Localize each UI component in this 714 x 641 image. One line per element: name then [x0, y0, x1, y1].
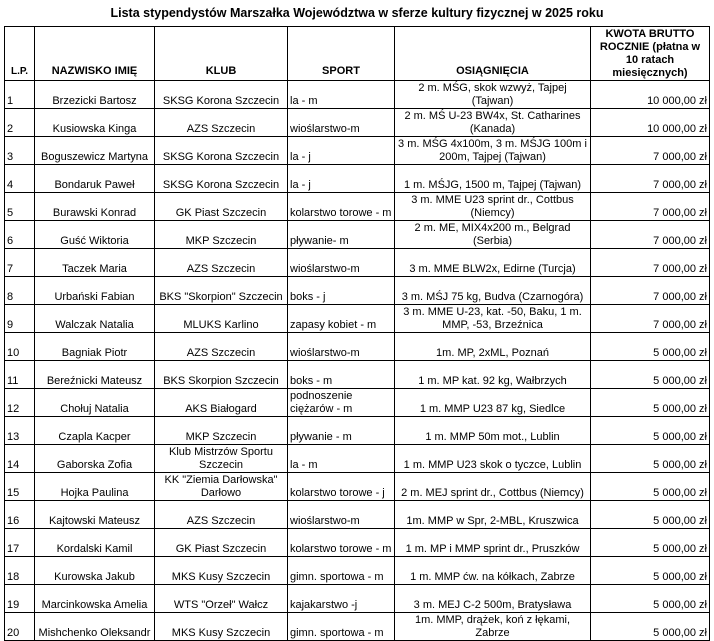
- cell-amount: 5 000,00 zł: [591, 473, 710, 501]
- cell-club: GK Piast Szczecin: [155, 529, 288, 557]
- cell-lp: 1: [5, 81, 35, 109]
- table-row: [5, 585, 710, 613]
- cell-sport: wioślarstwo-m: [288, 249, 395, 277]
- cell-name: Kusiowska Kinga: [35, 109, 155, 137]
- scholarship-table: [4, 26, 710, 641]
- table-row: [5, 361, 710, 389]
- cell-sport: wioślarstwo-m: [288, 333, 395, 361]
- cell-club: SKSG Korona Szczecin: [155, 165, 288, 193]
- cell-lp: 3: [5, 137, 35, 165]
- cell-sport: zapasy kobiet - m: [288, 305, 395, 333]
- cell-amount: 5 000,00 zł: [591, 333, 710, 361]
- cell-achievements: 1 m. MP i MMP sprint dr., Pruszków: [395, 529, 591, 557]
- cell-club: MLUKS Karlino: [155, 305, 288, 333]
- cell-achievements: 1 m. MMP U23 87 kg, Siedlce: [395, 389, 591, 417]
- cell-achievements: 2 m. MŚ U-23 BW4x, St. Catharines (Kanada): [395, 109, 591, 137]
- cell-achievements: 2 m. MEJ sprint dr., Cottbus (Niemcy): [395, 473, 591, 501]
- cell-name: Brzezicki Bartosz: [35, 81, 155, 109]
- cell-name: Bagniak Piotr: [35, 333, 155, 361]
- cell-amount: 10 000,00 zł: [591, 81, 710, 109]
- table-row: [5, 277, 710, 305]
- cell-sport: pływanie - m: [288, 417, 395, 445]
- cell-name: Walczak Natalia: [35, 305, 155, 333]
- cell-amount: 5 000,00 zł: [591, 613, 710, 641]
- cell-name: Urbański Fabian: [35, 277, 155, 305]
- table-row: [5, 389, 710, 417]
- cell-club: MKS Kusy Szczecin: [155, 557, 288, 585]
- cell-achievements: 1 m. MMP ćw. na kółkach, Zabrze: [395, 557, 591, 585]
- cell-sport: boks - j: [288, 277, 395, 305]
- cell-amount: 7 000,00 zł: [591, 165, 710, 193]
- cell-name: Guść Wiktoria: [35, 221, 155, 249]
- header-club: KLUB: [155, 27, 288, 81]
- table-row: [5, 137, 710, 165]
- cell-sport: kajakarstwo -j: [288, 585, 395, 613]
- header-achievements: OSIĄGNIĘCIA: [395, 27, 591, 81]
- cell-achievements: 2 m. MŚG, skok wzwyż, Tajpej (Tajwan): [395, 81, 591, 109]
- cell-lp: 11: [5, 361, 35, 389]
- cell-amount: 5 000,00 zł: [591, 585, 710, 613]
- cell-club: GK Piast Szczecin: [155, 193, 288, 221]
- cell-amount: 7 000,00 zł: [591, 249, 710, 277]
- cell-name: Chołuj Natalia: [35, 389, 155, 417]
- cell-achievements: 1m. MP, 2xML, Poznań: [395, 333, 591, 361]
- cell-club: MKS Kusy Szczecin: [155, 613, 288, 641]
- cell-lp: 4: [5, 165, 35, 193]
- table-row: [5, 193, 710, 221]
- header-amount: KWOTA BRUTTO ROCZNIE (płatna w 10 ratach miesięcznych): [591, 27, 710, 81]
- cell-name: Hojka Paulina: [35, 473, 155, 501]
- cell-amount: 7 000,00 zł: [591, 137, 710, 165]
- cell-achievements: 1 m. MŚJG, 1500 m, Tajpej (Tajwan): [395, 165, 591, 193]
- cell-lp: 6: [5, 221, 35, 249]
- cell-lp: 9: [5, 305, 35, 333]
- table-row: [5, 221, 710, 249]
- table-row: [5, 305, 710, 333]
- cell-club: SKSG Korona Szczecin: [155, 137, 288, 165]
- cell-club: MKP Szczecin: [155, 417, 288, 445]
- cell-achievements: 3 m. MEJ C-2 500m, Bratysława: [395, 585, 591, 613]
- cell-name: Burawski Konrad: [35, 193, 155, 221]
- header-lp: L.P.: [5, 27, 35, 81]
- cell-amount: 5 000,00 zł: [591, 557, 710, 585]
- header-name: NAZWISKO IMIĘ: [35, 27, 155, 81]
- cell-sport: kolarstwo torowe - m: [288, 193, 395, 221]
- page-title: Lista stypendystów Marszałka Województwa w sferze kultury fizycznej w 2025 roku: [110, 6, 604, 20]
- cell-lp: 12: [5, 389, 35, 417]
- table-row: [5, 249, 710, 277]
- cell-club: SKSG Korona Szczecin: [155, 81, 288, 109]
- cell-name: Kajtowski Mateusz: [35, 501, 155, 529]
- cell-amount: 5 000,00 zł: [591, 417, 710, 445]
- cell-club: KK "Ziemia Darłowska" Darłowo: [155, 473, 288, 501]
- cell-achievements: 3 m. MŚJ 75 kg, Budva (Czarnogóra): [395, 277, 591, 305]
- cell-sport: boks - m: [288, 361, 395, 389]
- cell-lp: 19: [5, 585, 35, 613]
- table-header-row: [5, 27, 710, 81]
- cell-lp: 13: [5, 417, 35, 445]
- cell-achievements: 1 m. MMP 50m mot., Lublin: [395, 417, 591, 445]
- cell-club: BKS Skorpion Szczecin: [155, 361, 288, 389]
- cell-lp: 10: [5, 333, 35, 361]
- cell-name: Taczek Maria: [35, 249, 155, 277]
- cell-club: Klub Mistrzów Sportu Szczecin: [155, 445, 288, 473]
- cell-name: Czapla Kacper: [35, 417, 155, 445]
- cell-amount: 5 000,00 zł: [591, 501, 710, 529]
- cell-name: Bereźnicki Mateusz: [35, 361, 155, 389]
- cell-name: Gaborska Zofia: [35, 445, 155, 473]
- cell-lp: 18: [5, 557, 35, 585]
- cell-club: AZS Szczecin: [155, 501, 288, 529]
- table-row: [5, 613, 710, 641]
- cell-achievements: 3 m. MME BLW2x, Edirne (Turcja): [395, 249, 591, 277]
- table-row: [5, 165, 710, 193]
- cell-sport: la - j: [288, 165, 395, 193]
- cell-club: AZS Szczecin: [155, 249, 288, 277]
- cell-amount: 7 000,00 zł: [591, 193, 710, 221]
- table-row: [5, 445, 710, 473]
- cell-lp: 15: [5, 473, 35, 501]
- table-row: [5, 473, 710, 501]
- cell-lp: 5: [5, 193, 35, 221]
- cell-club: AZS Szczecin: [155, 109, 288, 137]
- cell-sport: pływanie- m: [288, 221, 395, 249]
- cell-name: Bondaruk Paweł: [35, 165, 155, 193]
- cell-lp: 17: [5, 529, 35, 557]
- cell-amount: 5 000,00 zł: [591, 529, 710, 557]
- cell-club: BKS "Skorpion" Szczecin: [155, 277, 288, 305]
- cell-achievements: 1 m. MMP U23 skok o tyczce, Lublin: [395, 445, 591, 473]
- table-row: [5, 529, 710, 557]
- cell-amount: 5 000,00 zł: [591, 361, 710, 389]
- cell-achievements: 3 m. MME U-23, kat. -50, Baku, 1 m. MMP, -53, Brzeźnica: [395, 305, 591, 333]
- cell-sport: wioślarstwo-m: [288, 109, 395, 137]
- cell-lp: 2: [5, 109, 35, 137]
- cell-club: MKP Szczecin: [155, 221, 288, 249]
- cell-sport: gimn. sportowa - m: [288, 557, 395, 585]
- cell-achievements: 3 m. MŚG 4x100m, 3 m. MŚJG 100m i 200m, Tajpej (Tajwan): [395, 137, 591, 165]
- cell-name: Marcinkowska Amelia: [35, 585, 155, 613]
- cell-achievements: 3 m. MME U23 sprint dr., Cottbus (Niemcy): [395, 193, 591, 221]
- cell-sport: la - j: [288, 137, 395, 165]
- table-body: [5, 81, 710, 641]
- table-row: [5, 557, 710, 585]
- cell-achievements: 1m. MMP w Spr, 2-MBL, Kruszwica: [395, 501, 591, 529]
- cell-lp: 20: [5, 613, 35, 641]
- cell-amount: 10 000,00 zł: [591, 109, 710, 137]
- cell-club: WTS "Orzeł" Wałcz: [155, 585, 288, 613]
- table-row: [5, 109, 710, 137]
- cell-club: AKS Białogard: [155, 389, 288, 417]
- cell-achievements: 1 m. MP kat. 92 kg, Wałbrzych: [395, 361, 591, 389]
- cell-sport: la - m: [288, 445, 395, 473]
- cell-sport: la - m: [288, 81, 395, 109]
- cell-lp: 7: [5, 249, 35, 277]
- cell-amount: 5 000,00 zł: [591, 445, 710, 473]
- table-row: [5, 81, 710, 109]
- cell-amount: 7 000,00 zł: [591, 221, 710, 249]
- cell-amount: 7 000,00 zł: [591, 277, 710, 305]
- cell-lp: 8: [5, 277, 35, 305]
- cell-lp: 14: [5, 445, 35, 473]
- cell-sport: podnoszenie ciężarów - m: [288, 389, 395, 417]
- cell-name: Kurowska Jakub: [35, 557, 155, 585]
- cell-amount: 7 000,00 zł: [591, 305, 710, 333]
- cell-name: Boguszewicz Martyna: [35, 137, 155, 165]
- table-row: [5, 417, 710, 445]
- cell-sport: gimn. sportowa - m: [288, 613, 395, 641]
- cell-sport: kolarstwo torowe - m: [288, 529, 395, 557]
- cell-name: Mishchenko Oleksandr: [35, 613, 155, 641]
- cell-achievements: 1m. MMP, drążek, koń z łękami, Zabrze: [395, 613, 591, 641]
- table-row: [5, 333, 710, 361]
- cell-amount: 5 000,00 zł: [591, 389, 710, 417]
- cell-lp: 16: [5, 501, 35, 529]
- header-sport: SPORT: [288, 27, 395, 81]
- cell-achievements: 2 m. ME, MIX4x200 m., Belgrad (Serbia): [395, 221, 591, 249]
- cell-sport: kolarstwo torowe - j: [288, 473, 395, 501]
- cell-club: AZS Szczecin: [155, 333, 288, 361]
- cell-sport: wioślarstwo-m: [288, 501, 395, 529]
- cell-name: Kordalski Kamil: [35, 529, 155, 557]
- table-row: [5, 501, 710, 529]
